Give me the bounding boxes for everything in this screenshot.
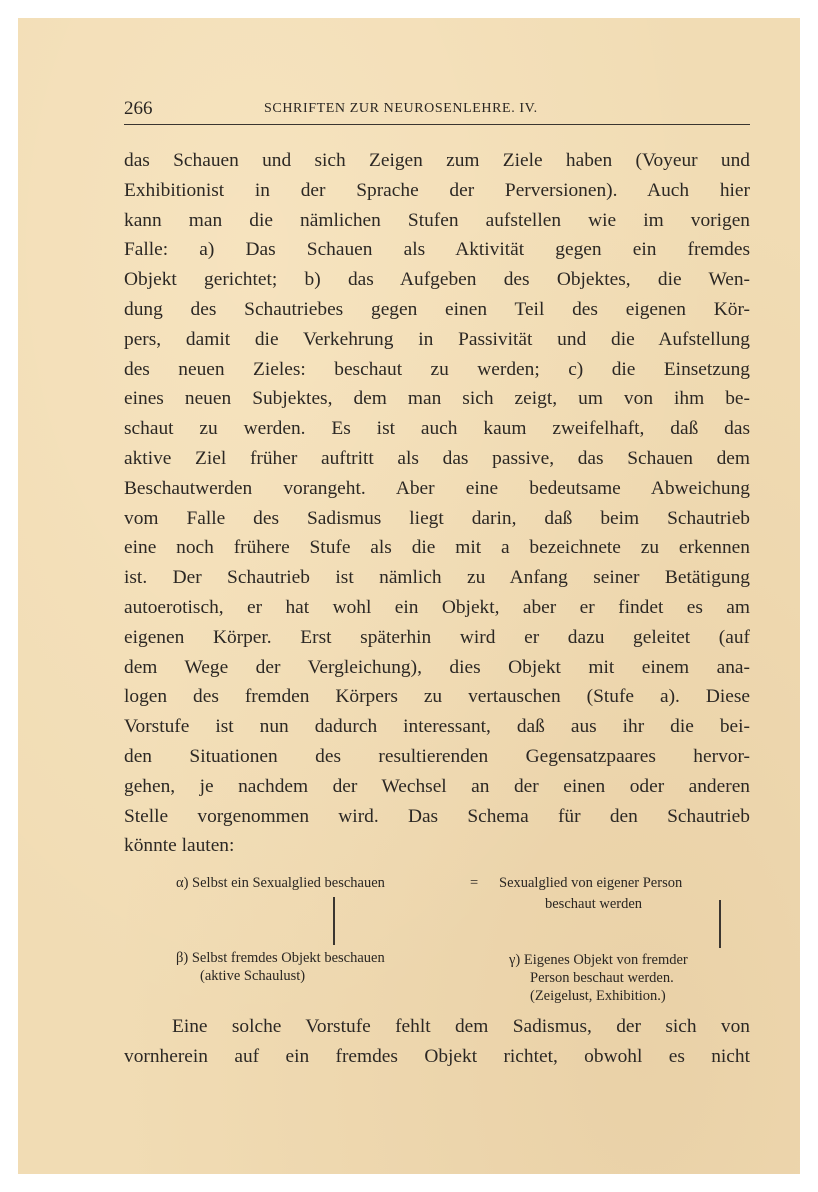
text-line: eines neuen Subjektes, dem man sich zeigt, um von ihm be- — [124, 388, 750, 410]
text-line: eigenen Körper. Erst späterhin wird er dazu geleitet (auf — [124, 626, 750, 648]
schema-beta-2: (aktive Schaulust) — [200, 968, 306, 984]
text-line: dung des Schautriebes gegen einen Teil des eigenen Kör- — [124, 298, 750, 320]
paragraph-1 — [124, 146, 750, 861]
text-line: Eine solche Vorstufe fehlt dem Sadismus, der sich von — [172, 1016, 750, 1037]
paragraph-2 — [124, 1012, 750, 1072]
text-line: eine noch frühere Stufe als die mit a bezeichnete zu erkennen — [124, 537, 750, 559]
schema-equals: = — [470, 875, 479, 891]
text-line: vornherein auf ein fremdes Objekt richtet, obwohl es nicht — [124, 1045, 750, 1067]
schema-alpha-right-1: Sexualglied von eigener Person — [499, 875, 683, 891]
text-line: könnte lauten: — [124, 835, 235, 857]
schema-connector-left — [333, 897, 335, 945]
text-line: Objekt gerichtet; b) das Aufgeben des Objektes, die Wen- — [124, 269, 750, 291]
text-line: logen des fremden Körpers zu vertauschen (Stufe a). Diese — [124, 686, 750, 708]
page-header — [124, 98, 750, 125]
text-line: ist. Der Schautrieb ist nämlich zu Anfang seiner Betätigung — [124, 567, 750, 589]
text-line: pers, damit die Verkehrung in Passivität und die Aufstellung — [124, 328, 750, 350]
schema-gamma-2: Person beschaut werden. — [530, 970, 674, 986]
text-line: Beschautwerden vorangeht. Aber eine bedeutsame Abweichung — [124, 477, 750, 499]
text-line: dem Wege der Vergleichung), dies Objekt mit einem ana- — [124, 656, 750, 678]
schema-gamma-3: (Zeigelust, Exhibition.) — [530, 988, 666, 1004]
schema-alpha-right-2: beschaut werden — [545, 896, 643, 912]
text-line: des neuen Zieles: beschaut zu werden; c) die Einsetzung — [124, 358, 750, 380]
running-title: SCHRIFTEN ZUR NEUROSENLEHRE. IV. — [264, 101, 538, 116]
text-line: das Schauen und sich Zeigen zum Ziele haben (Voyeur und — [124, 150, 750, 171]
text-line: Falle: a) Das Schauen als Aktivität gegen ein fremdes — [124, 239, 750, 261]
text-line: autoerotisch, er hat wohl ein Objekt, aber er findet es am — [124, 596, 750, 618]
schautrieb-schema — [124, 872, 750, 1012]
text-line: den Situationen des resultierenden Gegensatzpaares hervor- — [124, 745, 750, 767]
text-line: kann man die nämlichen Stufen aufstellen wie im vorigen — [124, 209, 750, 231]
text-line: Stelle vorgenommen wird. Das Schema für den Schautrieb — [124, 805, 750, 827]
text-line: aktive Ziel früher auftritt als das passive, das Schauen dem — [124, 447, 750, 469]
text-line: schaut zu werden. Es ist auch kaum zweifelhaft, daß das — [124, 418, 750, 440]
text-line: Vorstufe ist nun dadurch interessant, daß aus ihr die bei- — [124, 716, 750, 738]
text-line: Exhibitionist in der Sprache der Perversionen). Auch hier — [124, 179, 750, 201]
schema-beta-1: β) Selbst fremdes Objekt beschauen — [176, 950, 385, 966]
text-line: vom Falle des Sadismus liegt darin, daß beim Schautrieb — [124, 507, 750, 529]
schema-gamma-1: γ) Eigenes Objekt von fremder — [509, 952, 688, 968]
schema-alpha-left: α) Selbst ein Sexualglied beschauen — [176, 875, 385, 891]
page-number: 266 — [124, 98, 153, 119]
schema-connector-right — [719, 900, 721, 948]
text-line: gehen, je nachdem der Wechsel an der einen oder anderen — [124, 775, 750, 797]
